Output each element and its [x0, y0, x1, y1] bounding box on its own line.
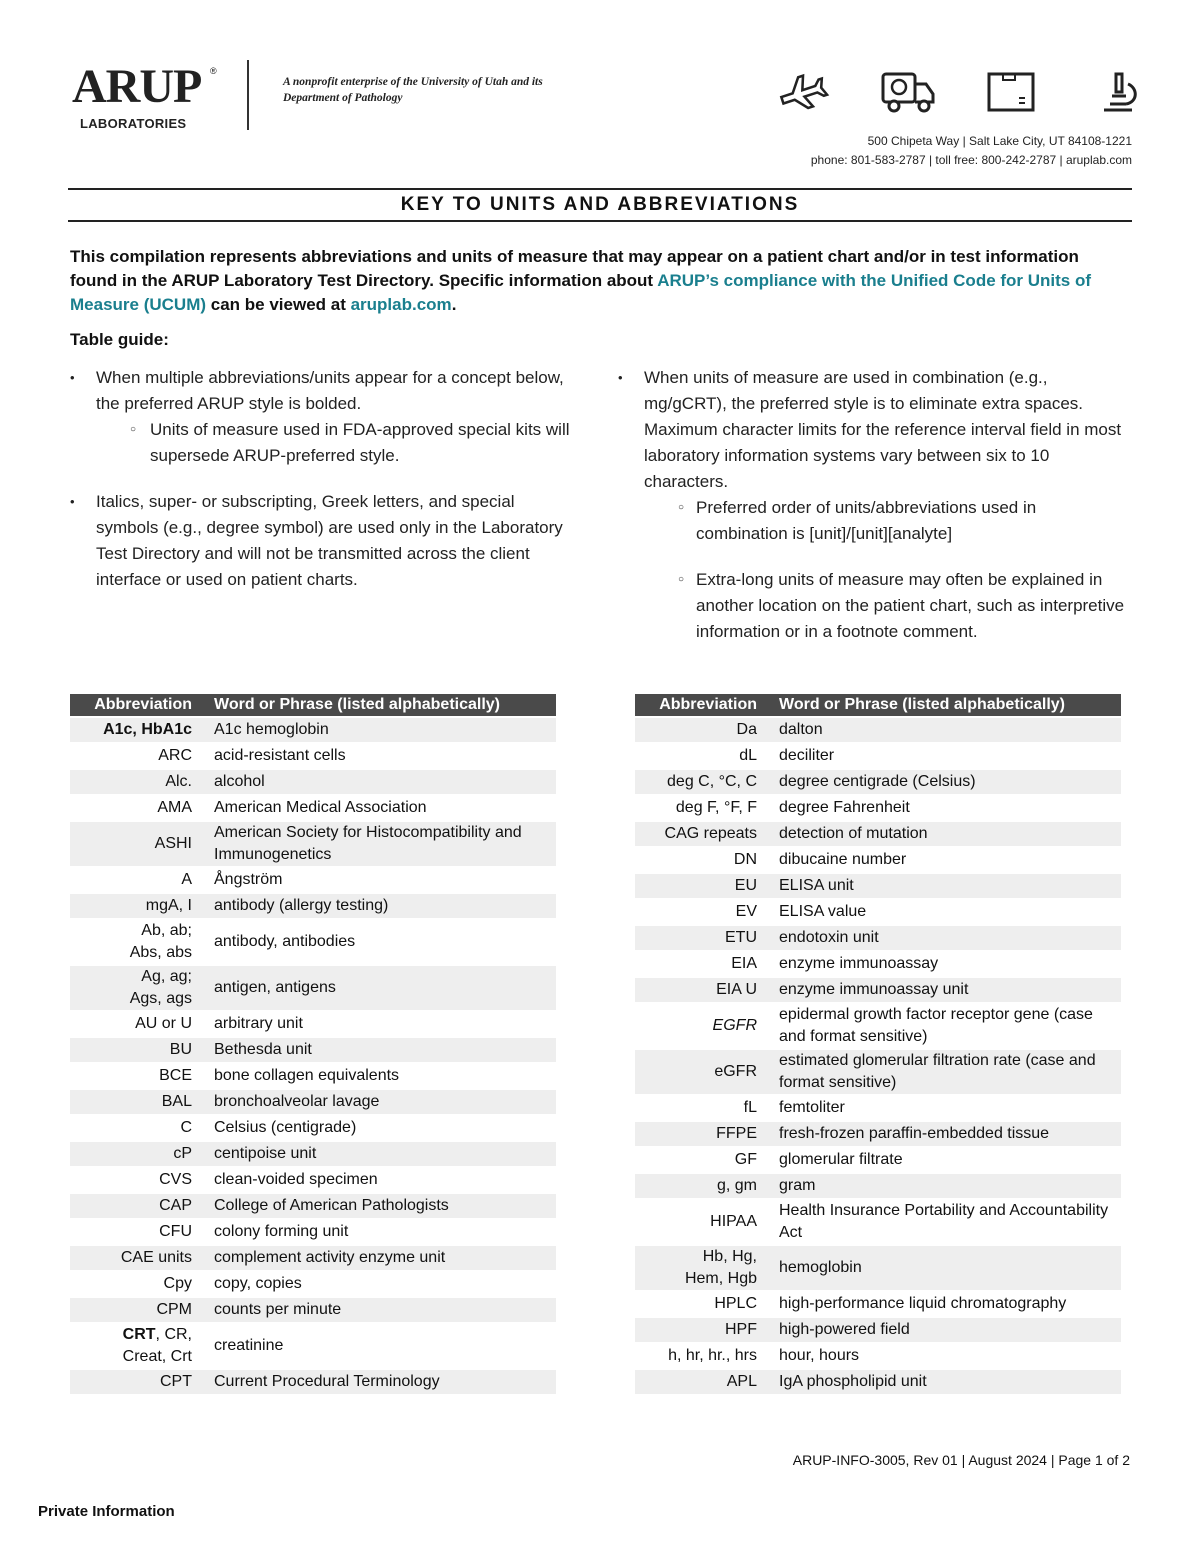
abbreviation-cell [70, 1142, 202, 1166]
abbreviation-cell [635, 900, 767, 924]
table-row [635, 952, 1121, 976]
table-row [635, 718, 1121, 742]
abbreviation-text: deg C, °C, C [667, 773, 757, 790]
abbreviation-cell [70, 1038, 202, 1062]
word-cell: antigen, antigens [202, 966, 556, 1010]
abbreviation-text: BAL [161, 1093, 192, 1110]
word-cell: detection of mutation [767, 822, 1121, 846]
abbreviation-text: ETU [725, 929, 757, 946]
table-row [70, 796, 556, 820]
abbreviation-cell [635, 1004, 767, 1048]
abbreviation-cell [635, 848, 767, 872]
abbreviation-cell [635, 1050, 767, 1094]
table-row [70, 1324, 556, 1368]
trademark-mark: ® [210, 66, 217, 76]
phone-line: phone: 801-583-2787 | toll free: 800-242-2787 | aruplab.com [810, 153, 1132, 167]
abbreviation-table-left [70, 692, 556, 1396]
word-cell: Current Procedural Terminology [202, 1370, 556, 1394]
word-cell: A1c hemoglobin [202, 718, 556, 742]
table-row [70, 894, 556, 918]
microscope-icon [1090, 70, 1146, 114]
abbreviation-cell [635, 796, 767, 820]
table-row [70, 1064, 556, 1088]
abbreviation-text: EV [735, 903, 757, 920]
delivery-truck-icon [880, 70, 936, 114]
word-cell: epidermal growth factor receptor gene (case and format sensitive) [779, 1006, 1093, 1045]
word-cell: acid-resistant cells [214, 747, 346, 764]
abbreviation-cell [70, 1246, 202, 1270]
table-row [635, 1122, 1121, 1146]
table-row [70, 868, 556, 892]
abbreviation-text: A1c, HbA1c [103, 721, 192, 738]
abbreviation-cell [635, 926, 767, 950]
abbreviation-text: eGFR [714, 1063, 757, 1080]
abbreviation-text: HIPAA [710, 1213, 757, 1230]
table-row [70, 718, 556, 742]
abbreviation-text: g, gm [716, 1177, 757, 1194]
table-row [635, 1246, 1121, 1290]
word-cell: high-performance liquid chromatography [779, 1295, 1067, 1312]
word-cell: colony forming unit [214, 1223, 349, 1240]
abbreviation-text: FFPE [716, 1125, 757, 1142]
abbreviation-cell [70, 770, 202, 794]
word-cell: antibody, antibodies [214, 933, 356, 950]
table-row [70, 1168, 556, 1192]
intro-text: can be viewed at [206, 295, 351, 314]
word-cell: Health Insurance Portability and Accountability Act [779, 1202, 1109, 1241]
abbreviation-text: AMA [157, 799, 192, 816]
abbreviation-cell [70, 868, 202, 892]
abbreviation-cell [70, 1370, 202, 1394]
guide-left-column [70, 365, 580, 593]
logo-wordmark: ARUP [72, 60, 202, 113]
word-cell: complement activity enzyme unit [202, 1246, 556, 1270]
abbreviation-text: mgA, I [145, 897, 192, 914]
abbreviation-text: GF [734, 1151, 757, 1168]
abbreviation-text: CVS [159, 1171, 192, 1188]
abbreviation-text: EU [734, 877, 757, 894]
guide-bullet: • Italics, super- or subscripting, Greek letters, and special symbols (e.g., degree symbol) are used only in the Laboratory Test Directory and will not be transmitted across the client interface or used on patient charts. [70, 489, 580, 593]
abbreviation-text: BCE [159, 1067, 192, 1084]
abbreviation-text: APL [726, 1373, 757, 1390]
table-guide-label: Table guide: [70, 330, 169, 349]
intro-paragraph [70, 245, 1130, 317]
package-icon [985, 70, 1041, 114]
table-row [70, 920, 556, 964]
abbreviation-cell [70, 1220, 202, 1244]
word-cell: ELISA value [779, 903, 867, 920]
abbreviation-cell [70, 1116, 202, 1140]
aruplab-link[interactable]: aruplab.com [350, 295, 452, 314]
abbreviation-cell [70, 894, 202, 918]
word-cell: degree centigrade (Celsius) [767, 770, 1121, 794]
word-cell: American Society for Histocompatibility and Immunogenetics [202, 822, 556, 866]
abbreviation-text: Ag, ag; Ags, ags [129, 968, 192, 1007]
abbreviation-cell [635, 718, 767, 742]
table-row [70, 744, 556, 768]
table-row [635, 874, 1121, 898]
abbreviation-cell [70, 966, 202, 1010]
abbreviation-cell [635, 1096, 767, 1120]
abbreviation-text: Ab, ab; Abs, abs [129, 922, 192, 961]
abbreviation-text: DN [733, 851, 757, 868]
table-row [635, 796, 1121, 820]
table-row [635, 1096, 1121, 1120]
abbreviation-cell [635, 1292, 767, 1316]
contact-info [811, 132, 1132, 170]
table-row [635, 1148, 1121, 1172]
word-cell: College of American Pathologists [202, 1194, 556, 1218]
word-cell: endotoxin unit [767, 926, 1121, 950]
word-cell: estimated glomerular filtration rate (case and format sensitive) [767, 1050, 1121, 1094]
header-divider [247, 60, 249, 130]
abbreviation-text: HPF [725, 1321, 757, 1338]
word-cell: deciliter [779, 747, 835, 764]
abbreviation-cell [635, 1318, 767, 1342]
table-row [70, 1298, 556, 1322]
abbreviation-text: CAG repeats [664, 825, 757, 842]
word-cell: alcohol [202, 770, 556, 794]
abbreviation-text: Alc. [165, 773, 192, 790]
abbreviation-cell [635, 952, 767, 976]
abbreviation-cell [70, 822, 202, 866]
abbreviation-text: CAP [159, 1197, 192, 1214]
word-cell: glomerular filtrate [779, 1151, 903, 1168]
arup-logo [70, 62, 230, 134]
word-cell: copy, copies [214, 1275, 302, 1292]
word-cell: bone collagen equivalents [214, 1067, 400, 1084]
word-cell: dibucaine number [779, 851, 907, 868]
abbreviation-cell [70, 1064, 202, 1088]
guide-sub-bullet: ○ Units of measure used in FDA-approved special kits will supersede ARUP-preferred style. [70, 417, 580, 469]
word-cell: degree Fahrenheit [779, 799, 910, 816]
abbreviation-cell [635, 1200, 767, 1244]
title-bar [68, 188, 1132, 222]
table-row [70, 1194, 556, 1218]
column-header-abbreviation: Abbreviation [70, 694, 202, 716]
table-row [635, 1292, 1121, 1316]
word-cell: enzyme immunoassay unit [767, 978, 1121, 1002]
abbreviation-table-right [635, 692, 1121, 1396]
abbreviation-text: CFU [159, 1223, 192, 1240]
abbreviation-cell [635, 744, 767, 768]
table-row [635, 900, 1121, 924]
ucum-compliance-link[interactable]: ARUP’s compliance with the Unified Code for Units of Measure (UCUM) [70, 271, 1092, 314]
abbreviation-text: ARC [158, 747, 192, 764]
word-cell: femtoliter [779, 1099, 845, 1116]
table-row [70, 1272, 556, 1296]
abbreviation-cell [70, 1324, 202, 1368]
word-cell: American Medical Association [214, 799, 427, 816]
address-line: 500 Chipeta Way | Salt Lake City, UT 84108-1221 [867, 134, 1132, 148]
abbreviation-cell [635, 1174, 767, 1198]
abbreviation-cell [70, 796, 202, 820]
abbreviation-cell [70, 1298, 202, 1322]
table-header-row [635, 694, 1121, 716]
tagline: A nonprofit enterprise of the University of Utah and its Department of Pathology [283, 76, 543, 104]
word-cell: enzyme immunoassay [779, 955, 939, 972]
word-cell: gram [767, 1174, 1121, 1198]
word-cell: Ångström [214, 871, 283, 888]
airplane-icon [774, 70, 830, 114]
table-row [70, 1012, 556, 1036]
word-cell: dalton [767, 718, 1121, 742]
table-row [70, 770, 556, 794]
table-row [635, 1318, 1121, 1342]
abbreviation-text: EGFR [712, 1017, 757, 1034]
guide-sub-bullet: ○ Extra-long units of measure may often be explained in another location on the patient chart, such as interpretive information or in a footnote comment. [618, 567, 1130, 645]
abbreviation-text: CAE units [120, 1249, 192, 1266]
abbreviation-text: deg F, °F, F [675, 799, 757, 816]
abbreviation-text: EIA U [716, 981, 757, 998]
table-row [635, 1174, 1121, 1198]
abbreviation-text: C [180, 1119, 192, 1136]
word-cell: antibody (allergy testing) [202, 894, 556, 918]
word-cell: counts per minute [202, 1298, 556, 1322]
preferred-abbreviation: CRT [122, 1326, 156, 1343]
column-header-word: Word or Phrase (listed alphabetically) [767, 694, 1121, 716]
abbreviation-text: CPM [156, 1301, 192, 1318]
table-row [635, 770, 1121, 794]
abbreviation-text: cP [173, 1145, 192, 1162]
table-row [70, 1090, 556, 1114]
guide-bullet: • When units of measure are used in combination (e.g., mg/gCRT), the preferred style is to eliminate extra spaces. Maximum character limits for the reference interval field in most laboratory information systems vary between six to 10 characters. [618, 365, 1130, 495]
abbreviation-text: Cpy [163, 1275, 192, 1292]
page-title: KEY TO UNITS AND ABBREVIATIONS [400, 194, 800, 215]
abbreviation-cell [70, 1090, 202, 1114]
abbreviation-text: , CR, Creat, Crt [122, 1326, 192, 1365]
abbreviation-cell [635, 1122, 767, 1146]
abbreviation-cell [635, 874, 767, 898]
word-cell: ELISA unit [767, 874, 1121, 898]
table-row [70, 1246, 556, 1270]
abbreviation-cell [635, 1246, 767, 1290]
table-row [635, 1370, 1121, 1394]
word-cell: hemoglobin [767, 1246, 1121, 1290]
table-row [70, 1142, 556, 1166]
table-row [635, 848, 1121, 872]
abbreviation-cell [635, 1148, 767, 1172]
abbreviation-text: EIA [731, 955, 757, 972]
column-header-word: Word or Phrase (listed alphabetically) [202, 694, 556, 716]
table-row [635, 1344, 1121, 1368]
intro-text: This compilation represents abbreviations and units of measure that may appear on a patient chart and/or in test information found in the ARUP Laboratory Test Directory. Specific information about [70, 247, 1079, 290]
abbreviation-cell [70, 744, 202, 768]
abbreviation-cell [635, 978, 767, 1002]
private-information-label: Private Information [38, 1503, 175, 1520]
word-cell: bronchoalveolar lavage [202, 1090, 556, 1114]
abbreviation-text: CPT [160, 1373, 192, 1390]
document-reference: ARUP-INFO-3005, Rev 01 | August 2024 | Page 1 of 2 [792, 1452, 1130, 1468]
abbreviation-cell [635, 1370, 767, 1394]
table-row [635, 978, 1121, 1002]
table-row [635, 1004, 1121, 1048]
abbreviation-cell [70, 920, 202, 964]
word-cell: creatinine [214, 1337, 284, 1354]
table-header-row [70, 694, 556, 716]
table-row [70, 966, 556, 1010]
word-cell: fresh-frozen paraffin-embedded tissue [767, 1122, 1121, 1146]
column-header-abbreviation: Abbreviation [635, 694, 767, 716]
guide-right-column [618, 365, 1130, 645]
table-row [635, 744, 1121, 768]
word-cell: Bethesda unit [202, 1038, 556, 1062]
word-cell: centipoise unit [202, 1142, 556, 1166]
table-row [635, 822, 1121, 846]
abbreviation-text: A [181, 871, 192, 888]
word-cell: hour, hours [779, 1347, 860, 1364]
word-cell: IgA phospholipid unit [767, 1370, 1121, 1394]
table-row [70, 1370, 556, 1394]
abbreviation-cell [70, 1272, 202, 1296]
abbreviation-text: dL [739, 747, 757, 764]
table-row [70, 1038, 556, 1062]
word-cell: clean-voided specimen [214, 1171, 378, 1188]
abbreviation-text: h, hr, hr., hrs [668, 1347, 757, 1364]
guide-sub-bullet: ○ Preferred order of units/abbreviations used in combination is [unit]/[unit][analyte] [618, 495, 1130, 547]
abbreviation-cell [635, 1344, 767, 1368]
abbreviation-cell [70, 1012, 202, 1036]
abbreviation-text: Da [736, 721, 757, 738]
abbreviation-cell [70, 1168, 202, 1192]
intro-text: . [451, 295, 457, 314]
abbreviation-text: ASHI [154, 835, 192, 852]
word-cell: Celsius (centigrade) [214, 1119, 357, 1136]
abbreviation-cell [635, 822, 767, 846]
abbreviation-text: Hb, Hg, Hem, Hgb [684, 1248, 757, 1287]
word-cell: high-powered field [767, 1318, 1121, 1342]
table-row [70, 1220, 556, 1244]
table-row [635, 926, 1121, 950]
abbreviation-cell [70, 1194, 202, 1218]
word-cell: arbitrary unit [214, 1015, 303, 1032]
guide-bullet: • When multiple abbreviations/units appear for a concept below, the preferred ARUP style is bolded. [70, 365, 580, 417]
table-row [70, 822, 556, 866]
table-row [635, 1200, 1121, 1244]
table-row [70, 1116, 556, 1140]
abbreviation-text: HPLC [714, 1295, 757, 1312]
abbreviation-text: AU or U [135, 1015, 192, 1032]
abbreviation-text: fL [743, 1099, 757, 1116]
abbreviation-cell [635, 770, 767, 794]
table-row [635, 1050, 1121, 1094]
abbreviation-text: BU [169, 1041, 192, 1058]
abbreviation-cell [70, 718, 202, 742]
logo-subtitle: LABORATORIES [80, 116, 187, 131]
